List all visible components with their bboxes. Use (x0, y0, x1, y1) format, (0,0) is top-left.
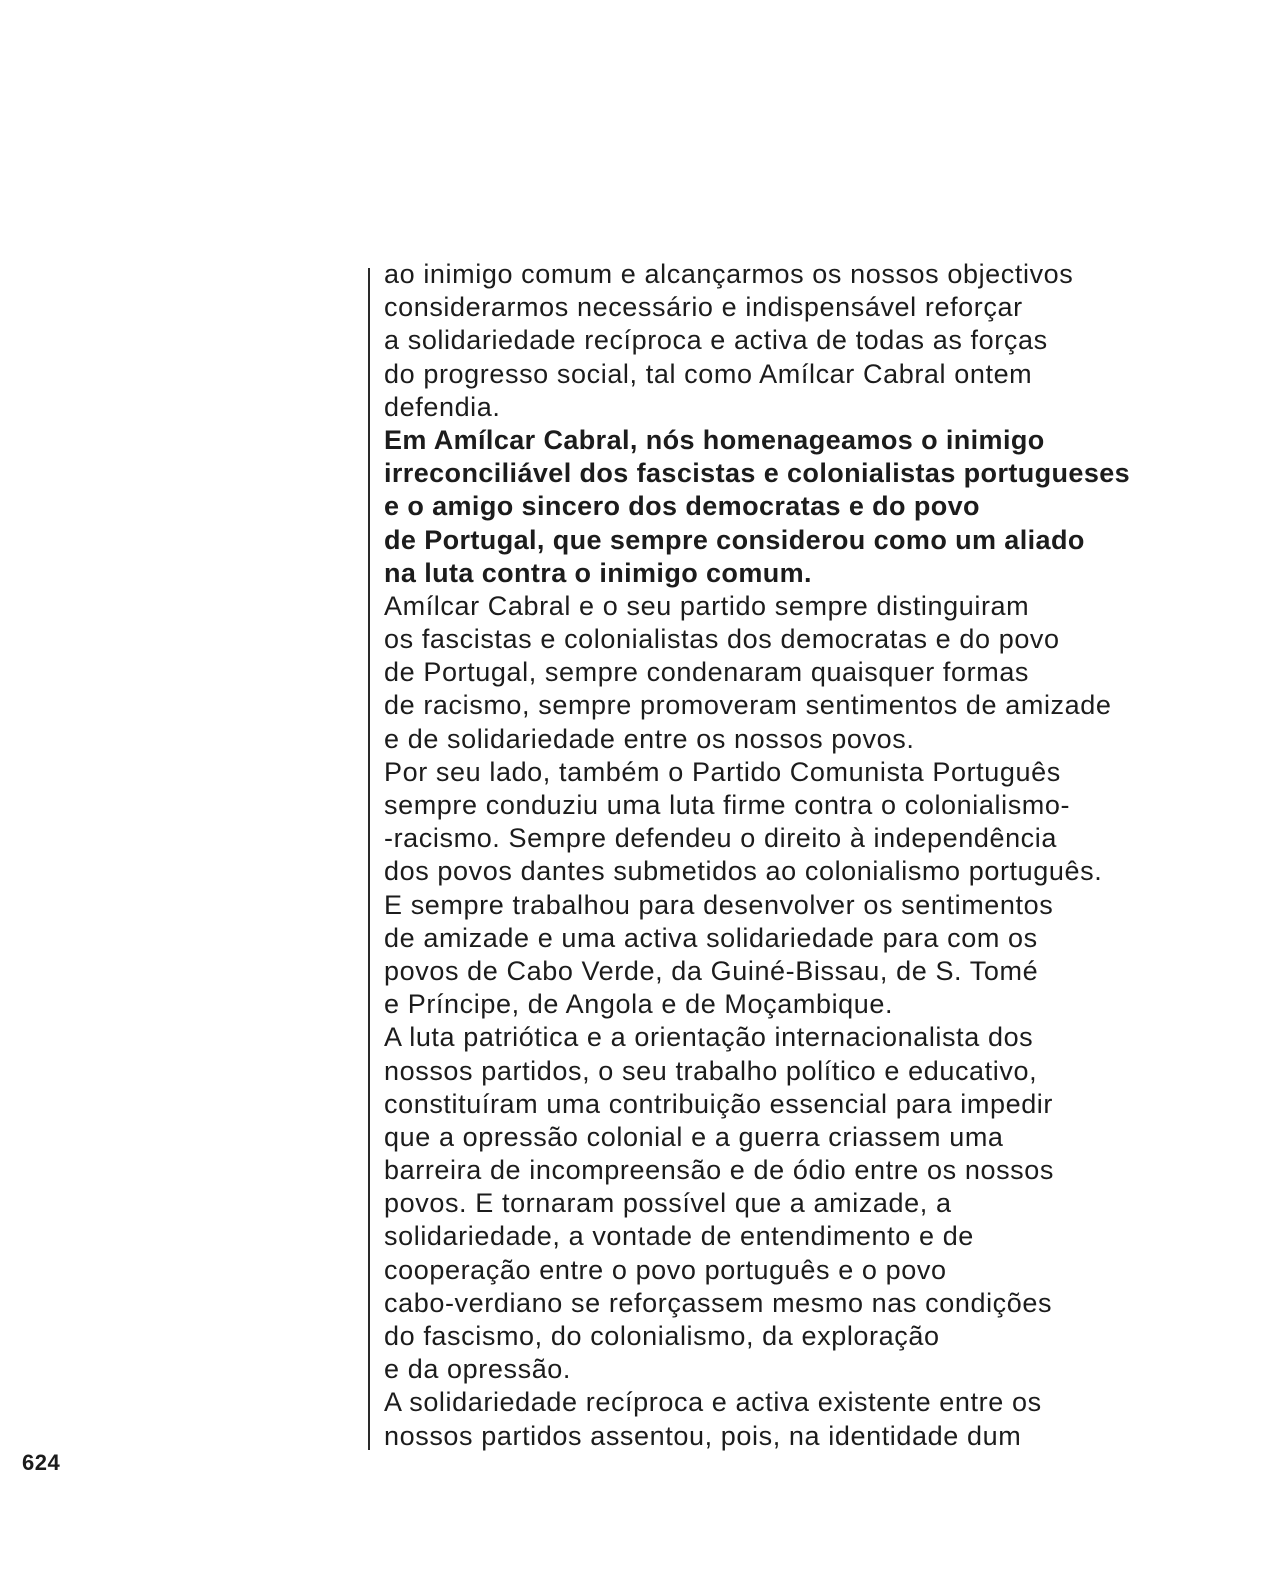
text-line: sempre conduziu uma luta firme contra o colonialismo- (384, 790, 1071, 820)
emphasized-text-line: de Portugal, que sempre considerou como um aliado (384, 524, 1085, 555)
text-line: solidariedade, a vontade de entendimento e de (384, 1221, 974, 1252)
text-line: A luta patriótica e a orientação internacionalista dos (384, 1022, 1034, 1053)
body-text (384, 258, 1224, 1453)
text-line: considerarmos necessário e indispensável reforçar (384, 292, 1023, 323)
text-line: A solidariedade recíproca e activa existente entre os (384, 1387, 1042, 1418)
margin-rule (368, 268, 370, 1450)
text-line: de racismo, sempre promoveram sentimentos de amizade (384, 690, 1112, 721)
text-line: que a opressão colonial e a guerra criassem uma (384, 1121, 1004, 1152)
text-line: povos de Cabo Verde, da Guiné-Bissau, de S. Tomé (384, 955, 1039, 986)
text-line: Por seu lado, também o Partido Comunista Português (384, 756, 1061, 787)
text-line: do fascismo, do colonialismo, da exploração (384, 1321, 940, 1351)
text-line: povos. E tornaram possível que a amizade, a (384, 1188, 952, 1219)
emphasized-text-line: Em Amílcar Cabral, nós homenageamos o inimigo (384, 424, 1045, 455)
text-line: E sempre trabalhou para desenvolver os sentimentos (384, 889, 1054, 920)
text-line: constituíram uma contribuição essencial para impedir (384, 1088, 1053, 1119)
text-line: de amizade e uma activa solidariedade para com os (384, 922, 1038, 953)
text-line: de Portugal, sempre condenaram quaisquer formas (384, 657, 1030, 688)
text-line: dos povos dantes submetidos ao colonialismo português. (384, 856, 1103, 887)
page-number: 624 (22, 1450, 61, 1475)
emphasized-text-line: e o amigo sincero dos democratas e do povo (384, 491, 980, 522)
text-line: barreira de incompreensão e de ódio entre os nossos (384, 1155, 1054, 1186)
text-line: os fascistas e colonialistas dos democratas e do povo (384, 624, 1060, 655)
text-line: e de solidariedade entre os nossos povos. (384, 723, 915, 754)
text-line: cabo-verdiano se reforçassem mesmo nas condições (384, 1287, 1053, 1318)
text-line: ao inimigo comum e alcançarmos os nossos objectivos (384, 259, 1074, 289)
text-line: do progresso social, tal como Amílcar Cabral ontem (384, 358, 1033, 389)
text-line: e Príncipe, de Angola e de Moçambique. (384, 989, 894, 1020)
text-line: nossos partidos, o seu trabalho político e educativo, (384, 1055, 1038, 1086)
text-line: e da opressão. (384, 1354, 572, 1385)
text-line: a solidariedade recíproca e activa de todas as forças (384, 325, 1048, 356)
emphasized-text-line: na luta contra o inimigo comum. (384, 557, 812, 588)
text-line: Amílcar Cabral e o seu partido sempre distinguiram (384, 590, 1030, 621)
text-line: nossos partidos assentou, pois, na identidade dum (384, 1420, 1022, 1451)
text-line: -racismo. Sempre defendeu o direito à independência (384, 823, 1057, 854)
text-line: defendia. (384, 391, 501, 422)
emphasized-text-line: irreconciliável dos fascistas e colonialistas portugueses (384, 458, 1131, 489)
text-line: cooperação entre o povo português e o povo (384, 1254, 947, 1285)
